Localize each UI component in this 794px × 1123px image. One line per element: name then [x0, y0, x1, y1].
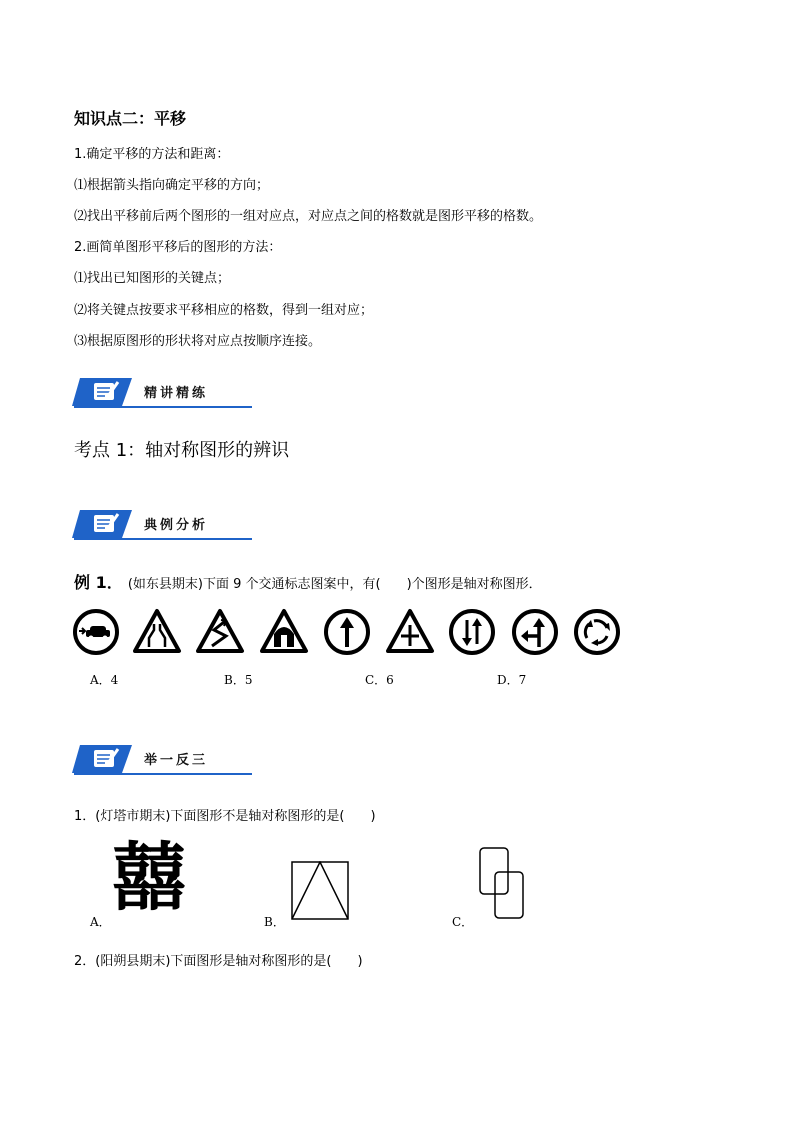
banner-label: 精讲精练: [144, 386, 209, 401]
two-way-sign-icon: [451, 611, 493, 653]
car-sign-icon: [75, 611, 117, 653]
figure-a-label: A．: [90, 915, 111, 929]
overlapping-rectangles-figure: [478, 846, 528, 920]
figure-b-label: B．: [264, 915, 285, 929]
option-c: C．6: [365, 673, 394, 687]
roundabout-sign-icon: [576, 611, 618, 653]
double-happiness-figure: 囍: [112, 835, 186, 921]
section-heading: 知识点二：平移: [74, 109, 187, 128]
example-1: [74, 570, 542, 593]
text-line-7: ⑶根据原图形的形状将对应点按顺序连接。: [74, 334, 322, 349]
banner-dianli: [72, 506, 254, 542]
banner-jingjiang: [72, 374, 254, 410]
figure-c-label: C．: [452, 915, 474, 929]
straight-arrow-sign-icon: [326, 611, 368, 653]
text-line-5: ⑴找出已知图形的关键点；: [74, 271, 231, 286]
example-text: (如东县期末)下面 9 个交通标志图案中，有( )个图形是轴对称图形．: [127, 577, 542, 592]
narrow-road-sign-icon: [135, 611, 179, 651]
example-label: 例 1．: [74, 573, 123, 592]
question-1: 1．(灯塔市期末)下面图形不是轴对称图形的是( ): [74, 809, 376, 824]
crossroad-sign-icon: [388, 611, 432, 651]
option-a: A．4: [90, 673, 119, 687]
winding-road-sign-icon: [198, 611, 242, 651]
topic-heading: 考点 1：轴对称图形的辨识: [74, 440, 290, 461]
text-line-6: ⑵将关键点按要求平移相应的格数，得到一组对应；: [74, 303, 374, 318]
tunnel-sign-icon: [262, 611, 306, 651]
traffic-signs-row: [72, 608, 632, 656]
text-line-1: 1.确定平移的方法和距离：: [74, 147, 230, 162]
text-line-2: ⑴根据箭头指向确定平移的方向；: [74, 178, 270, 193]
question-2: 2．(阳朔县期末)下面图形是轴对称图形的是( ): [74, 954, 363, 969]
text-line-3: ⑵找出平移前后两个图形的一组对应点，对应点之间的格数就是图形平移的格数。: [74, 209, 543, 224]
banner-label: 举一反三: [144, 753, 209, 768]
text-line-4: 2.画简单图形平移后的图形的方法：: [74, 240, 282, 255]
banner-juyi: [72, 741, 254, 777]
option-b: B．5: [224, 673, 253, 687]
straight-left-sign-icon: [514, 611, 556, 653]
option-d: D．7: [497, 673, 527, 687]
square-triangle-figure: [291, 861, 349, 921]
banner-label: 典例分析: [144, 518, 209, 533]
